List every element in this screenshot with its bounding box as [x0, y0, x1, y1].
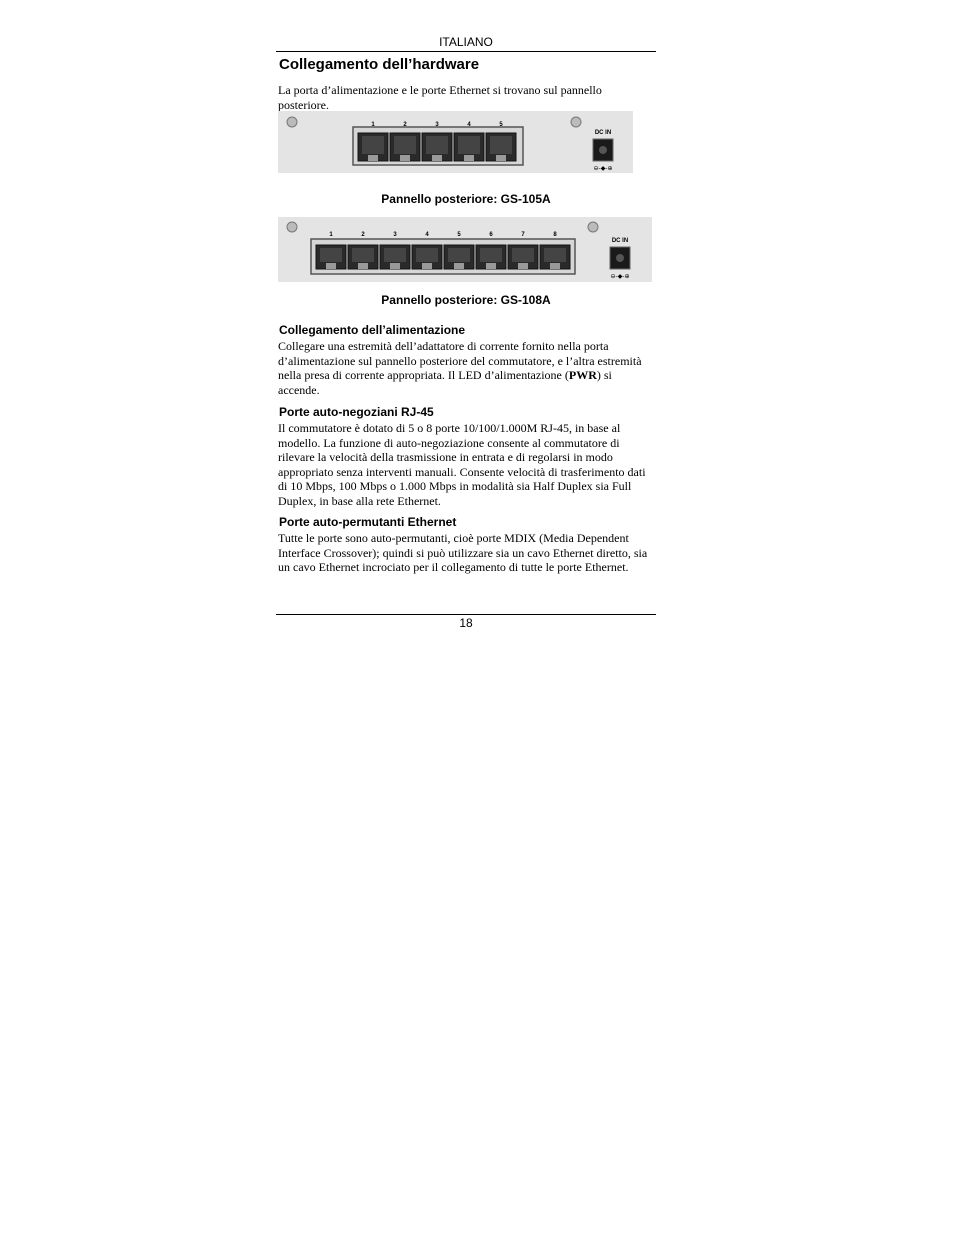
- rj45-port-contacts-icon: [512, 248, 534, 262]
- rj45-paragraph: Il commutatore è dotato di 5 o 8 porte 10/100/1.000M RJ-45, in base al modello. La funzione di auto-negoziazione consente al commutatore di rilevare la velocità della trasmissione in entrata e di regolarsi in modo appropriato senza interventi manuali. Consente velocità di trasferimento dati di 10 Mbps, 100 Mbps o 1.000 Mbps in modalità sia Half Duplex sia Full Duplex, in base alla rete Ethernet.: [278, 421, 646, 508]
- screw-icon: [287, 117, 297, 127]
- dc-in-power-jack: [593, 130, 613, 172]
- caption-gs105a: Pannello posteriore: GS-105A: [381, 192, 551, 206]
- polarity-icon: ⊖-◆-⊕: [610, 273, 630, 280]
- port-number-label: 5: [499, 122, 503, 128]
- dc-in-power-jack: [610, 238, 630, 280]
- rj45-port-latch-icon: [518, 263, 528, 269]
- rear-panel-gs108a-image: [278, 217, 652, 282]
- rj45-port-latch-icon: [368, 155, 378, 161]
- port-number-label: 7: [521, 232, 525, 238]
- rj45-port-contacts-icon: [394, 136, 416, 154]
- rj45-port-latch-icon: [390, 263, 400, 269]
- rj45-port-contacts-icon: [480, 248, 502, 262]
- rj45-port-latch-icon: [454, 263, 464, 269]
- port-number-label: 4: [467, 122, 471, 128]
- port-number-label: 4: [425, 232, 429, 238]
- dc-in-label: DC IN: [594, 130, 612, 136]
- mdix-paragraph: Tutte le porte sono auto-permutanti, cioè porte MDIX (Media Dependent Interface Crossover); quindi si può utilizzare sia un cavo Ethernet diretto, sia un cavo Ethernet incrociato per il collegamento di tutte le porte Ethernet.: [278, 531, 648, 574]
- rj45-port-latch-icon: [422, 263, 432, 269]
- rj45-port-contacts-icon: [416, 248, 438, 262]
- rj45-port-latch-icon: [432, 155, 442, 161]
- port-number-label: 2: [403, 122, 407, 128]
- intro-paragraph: La porta d’alimentazione e le porte Ethernet si trovano sul pannello posteriore.: [278, 83, 602, 112]
- screw-icon: [588, 222, 598, 232]
- rj45-port-latch-icon: [464, 155, 474, 161]
- rj45-port-latch-icon: [550, 263, 560, 269]
- port-number-label: 1: [329, 232, 333, 238]
- power-text-before: Collegare una estremità dell’adattatore di corrente fornito nella porta d’alimentazione sul pannello posteriore del commutatore, e l’altra estremità nella presa di corrente appropriata. Il LED d’alimentazione (: [278, 339, 642, 382]
- rj45-port-contacts-icon: [458, 136, 480, 154]
- port-number-label: 8: [553, 232, 557, 238]
- port-number-label: 5: [457, 232, 461, 238]
- power-paragraph: [278, 339, 650, 397]
- subsection-title-mdix: Porte auto-permutanti Ethernet: [279, 515, 457, 529]
- rj45-port-contacts-icon: [362, 136, 384, 154]
- port-number-label: 2: [361, 232, 365, 238]
- rj45-port-contacts-icon: [384, 248, 406, 262]
- subsection-title-power: Collegamento dell’alimentazione: [279, 323, 466, 337]
- rj45-port-latch-icon: [486, 263, 496, 269]
- rj45-port-latch-icon: [400, 155, 410, 161]
- dc-in-label: DC IN: [611, 238, 629, 244]
- rj45-port-latch-icon: [496, 155, 506, 161]
- rear-panel-gs105a-drawing: [278, 111, 633, 173]
- port-number-label: 3: [435, 122, 439, 128]
- rj45-port-contacts-icon: [448, 248, 470, 262]
- header-rule: [276, 51, 656, 52]
- rj45-port-contacts-icon: [426, 136, 448, 154]
- section-title: Collegamento dell’hardware: [279, 56, 480, 73]
- footer-rule: [276, 614, 656, 615]
- page-header-language: ITALIANO: [439, 35, 493, 49]
- rj45-port-latch-icon: [358, 263, 368, 269]
- port-number-label: 3: [393, 232, 397, 238]
- screw-icon: [571, 117, 581, 127]
- polarity-icon: ⊖-◆-⊕: [593, 165, 613, 172]
- pwr-led-label: PWR: [568, 368, 597, 382]
- rj45-port-contacts-icon: [352, 248, 374, 262]
- power-text-after: ) si accende.: [278, 368, 612, 397]
- subsection-title-rj45: Porte auto-negoziani RJ-45: [279, 405, 434, 419]
- rear-panel-gs108a-drawing: [278, 217, 652, 282]
- dc-jack-hole-icon: [616, 254, 624, 262]
- rj45-port-contacts-icon: [320, 248, 342, 262]
- port-number-label: 6: [489, 232, 493, 238]
- rj45-port-contacts-icon: [544, 248, 566, 262]
- page-number: 18: [459, 616, 473, 630]
- rj45-port-latch-icon: [326, 263, 336, 269]
- port-number-label: 1: [371, 122, 375, 128]
- dc-jack-hole-icon: [599, 146, 607, 154]
- rj45-port-contacts-icon: [490, 136, 512, 154]
- caption-gs108a: Pannello posteriore: GS-108A: [381, 293, 551, 307]
- rear-panel-gs105a-image: [278, 111, 633, 173]
- screw-icon: [287, 222, 297, 232]
